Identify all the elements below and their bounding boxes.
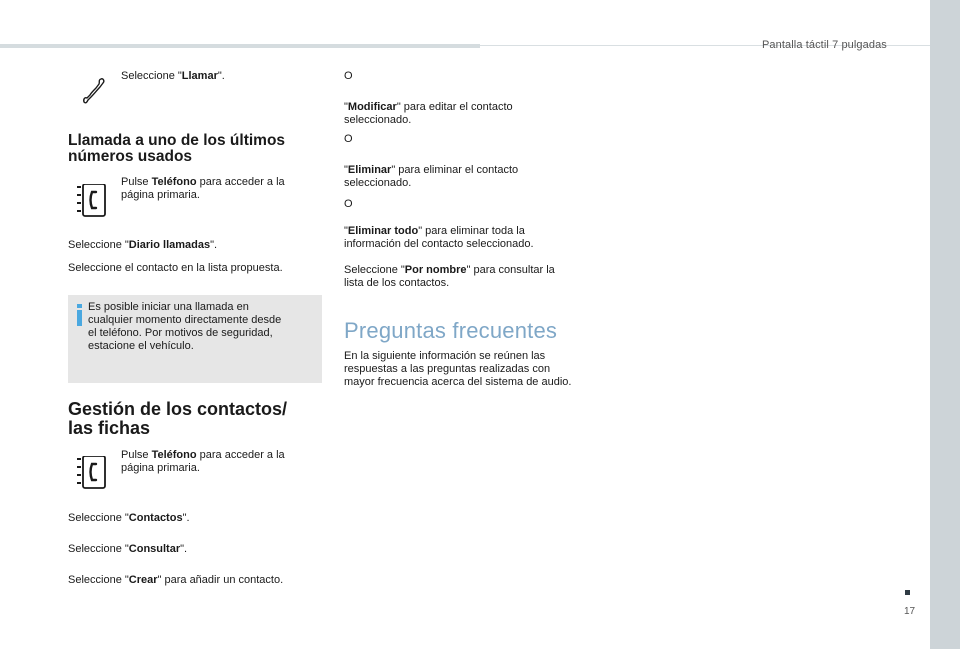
text-line: En la siguiente información se reúnen las xyxy=(344,350,546,362)
instruction-select-contacts: Seleccione "Contactos". xyxy=(68,512,190,524)
text-line: página primaria. xyxy=(121,462,200,474)
text-line: "Modificar" para editar el contacto xyxy=(344,101,513,113)
phone-icon xyxy=(77,184,107,218)
handset-icon xyxy=(80,76,106,106)
instruction-select-contact: Seleccione el contacto en la lista propuesta. xyxy=(68,262,283,274)
heading-contacts xyxy=(68,400,328,438)
instruction-by-name xyxy=(344,264,604,290)
text-line: seleccionado. xyxy=(344,177,412,189)
instruction-select-consult: Seleccione "Consultar". xyxy=(68,543,188,555)
text-line: "Eliminar" para eliminar el contacto xyxy=(344,164,519,176)
instruction-press-phone xyxy=(121,449,321,475)
instruction-select-create: Seleccione "Crear" para añadir un contacto. xyxy=(68,574,284,586)
text-line: cualquier momento directamente desde xyxy=(88,314,282,326)
text-line: respuestas a las preguntas realizadas con xyxy=(344,363,551,375)
instruction-delete xyxy=(344,164,584,190)
text-line: seleccionado. xyxy=(344,114,412,126)
heading-line: números usados xyxy=(68,148,193,165)
text-line: "Eliminar todo" para eliminar toda la xyxy=(344,225,525,237)
heading-line: las fichas xyxy=(68,418,151,438)
heading-line: Llamada a uno de los últimos xyxy=(68,132,286,149)
heading-recent-numbers xyxy=(68,133,328,165)
note-text xyxy=(88,301,316,353)
section-title: Pantalla táctil 7 pulgadas xyxy=(762,39,887,51)
faq-title: Preguntas frecuentes xyxy=(344,318,558,343)
text-line: mayor frecuencia acerca del sistema de audio. xyxy=(344,376,572,388)
heading-line: Gestión de los contactos/ xyxy=(68,399,288,419)
phone-icon xyxy=(77,456,107,490)
instruction-modify xyxy=(344,101,584,127)
or-label: O xyxy=(344,133,353,145)
text-line: el teléfono. Por motivos de seguridad, xyxy=(88,327,273,339)
or-label: O xyxy=(344,198,353,210)
instruction-press-phone xyxy=(121,176,321,202)
text-line: información del contacto seleccionado. xyxy=(344,238,534,250)
safety-note xyxy=(68,295,322,383)
text-line: Pulse Teléfono para acceder a la xyxy=(121,176,285,188)
or-label: O xyxy=(344,70,353,82)
info-icon xyxy=(77,304,81,326)
text-line: estacione el vehículo. xyxy=(88,340,194,352)
faq-heading xyxy=(344,318,557,344)
page-number: 17 xyxy=(904,606,916,617)
page-marker xyxy=(905,590,910,595)
instruction-select-log: Seleccione "Diario llamadas". xyxy=(68,239,218,251)
side-strip xyxy=(930,0,960,649)
instruction-delete-all xyxy=(344,225,604,251)
instruction-select-call: Seleccione "Llamar". xyxy=(121,70,225,82)
text-line: página primaria. xyxy=(121,189,200,201)
header-rule xyxy=(0,44,480,48)
text-line: Es posible iniciar una llamada en xyxy=(88,301,249,313)
text-line: lista de los contactos. xyxy=(344,277,450,289)
text-line: Pulse Teléfono para acceder a la xyxy=(121,449,285,461)
faq-intro xyxy=(344,350,604,389)
text-line: Seleccione "Por nombre" para consultar la xyxy=(344,264,555,276)
